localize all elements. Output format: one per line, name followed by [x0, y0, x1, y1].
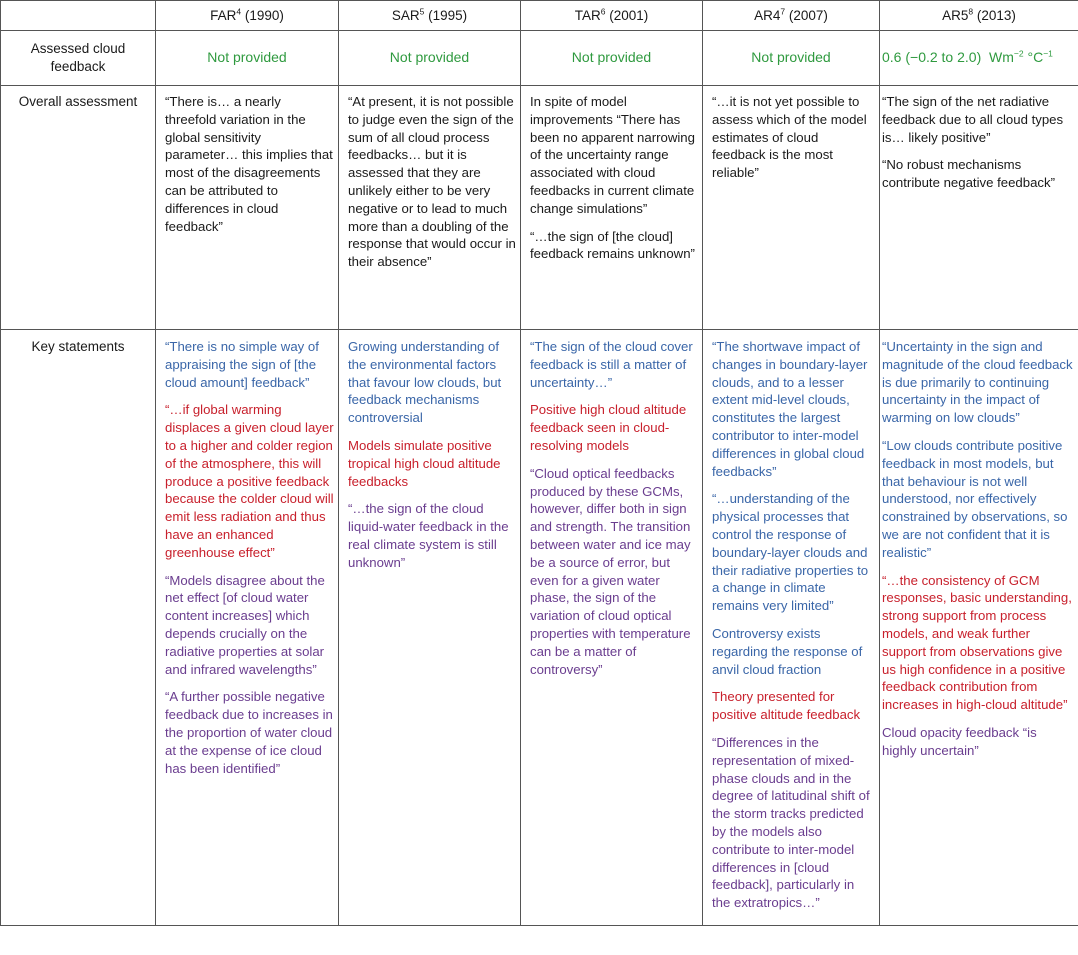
key-statement: Positive high cloud altitude feedback seen in cloud-resolving models: [530, 402, 687, 453]
row-label-overall: Overall assessment: [1, 86, 156, 330]
key-statements-row: [1, 330, 1078, 926]
feedback-cell-sar: Not provided: [339, 31, 521, 86]
feedback-unit-exp2: −1: [1043, 48, 1053, 59]
col-name: TAR: [574, 7, 601, 23]
key-cell-ar5: [880, 330, 1078, 926]
col-ref: 6: [600, 6, 606, 17]
col-ref: 4: [236, 6, 242, 17]
key-statement: “Low clouds contribute positive feedback in most models, but that behaviour is not well understood, nor effectively constrained by observations, so we are not confident that it is realistic”: [882, 437, 1068, 560]
col-year: (2007): [788, 7, 828, 23]
feedback-cell-far: Not provided: [156, 31, 339, 86]
assessed-feedback-row: [1, 31, 1078, 86]
overall-cell-far: [156, 86, 339, 330]
key-statement: “A further possible negative feedback due to increases in the proportion of water cloud at the expense of ice cloud has been identified”: [165, 689, 333, 776]
corner-cell: [1, 1, 156, 31]
key-statement: Theory presented for positive altitude feedback: [712, 689, 861, 723]
key-cell-ar4: [703, 330, 880, 926]
overall-text: “…it is not yet possible to assess which of the model estimates of cloud feedback is the most reliable”: [712, 94, 867, 181]
col-name: AR4: [754, 7, 781, 23]
key-statement: “Uncertainty in the sign and magnitude of the cloud feedback is due primarily to continuing uncertainty in the impact of warming on low clouds”: [882, 339, 1073, 426]
col-header-tar: [521, 1, 703, 31]
feedback-cell-ar5: [880, 31, 1078, 86]
key-cell-far: [156, 330, 339, 926]
key-statement: “…understanding of the physical processes that control the response of boundary-layer clouds and their radiative properties to a change in climate remains very limited”: [712, 491, 869, 614]
key-statement: “…the consistency of GCM responses, basic understanding, strong support from process models, and weak further support from observations give us high confidence in a positive feedback contribution from increases in high-cloud altitude”: [882, 572, 1072, 713]
key-statement: “…the sign of the cloud liquid-water feedback in the real climate system is still unknown”: [348, 501, 509, 570]
col-ref: 7: [780, 6, 786, 17]
overall-text: “No robust mechanisms contribute negative feedback”: [882, 157, 1056, 191]
overall-text: “…the sign of [the cloud] feedback remains unknown”: [530, 228, 695, 262]
key-statement: “The shortwave impact of changes in boundary-layer clouds, and to a lesser extent mid-level clouds, constitutes the largest contributor to inter-model differences in global cloud feedbacks”: [712, 339, 868, 479]
key-statement: Growing understanding of the environmental factors that favour low clouds, but feedback mechanisms controversial: [348, 339, 502, 426]
overall-cell-sar: [339, 86, 521, 330]
key-statement: “The sign of the cloud cover feedback is still a matter of uncertainty…”: [530, 339, 693, 390]
key-statement: “Cloud optical feedbacks produced by these GCMs, however, differ both in sign and strength. The transition between water and ice may be a source of error, but even for a given water phase, the sign of the variation of cloud optical properties with temperature can be a matter of controversy”: [530, 465, 691, 677]
overall-cell-ar5: [880, 86, 1078, 330]
col-name: FAR: [210, 7, 237, 23]
key-statement: Cloud opacity feedback “is highly uncertain”: [882, 724, 1037, 758]
row-label-assessed: Assessed cloud feedback: [1, 31, 156, 86]
col-name: SAR: [391, 7, 420, 23]
overall-cell-tar: [521, 86, 703, 330]
col-header-ar4: [703, 1, 880, 31]
feedback-unit: Wm: [989, 49, 1014, 66]
feedback-value: 0.6 (−0.2 to 2.0): [882, 49, 982, 66]
col-header-ar5: [880, 1, 1078, 31]
key-statement: “Models disagree about the net effect [of cloud water content increases] which depends crucially on the radiative properties at solar and infrared wavelengths”: [165, 572, 325, 677]
key-statement: Models simulate positive tropical high cloud altitude feedbacks: [348, 437, 501, 489]
col-year: (2013): [976, 7, 1016, 23]
row-label-key: Key statements: [1, 330, 156, 926]
col-header-far: [156, 1, 339, 31]
key-statement: “Differences in the representation of mixed-phase clouds and in the degree of latitudinal shift of the storm tracks predicted by the models also contribute to inter-model differences in [cloud feedback], particularly in the extratropics…”: [712, 734, 870, 911]
col-ref: 5: [419, 6, 425, 17]
overall-text: “At present, it is not possible to judge even the sign of the sum of all cloud process feedbacks… but it is assessed that they are unlikely either to be very negative or to lead to much more than a doubling of the response that would occur in their absence”: [348, 94, 516, 270]
col-header-sar: [339, 1, 521, 31]
col-ref: 8: [968, 6, 974, 17]
overall-cell-ar4: [703, 86, 880, 330]
header-row: [1, 1, 1078, 31]
overall-text: “The sign of the net radiative feedback due to all cloud types is… likely positive”: [882, 94, 1064, 145]
overall-text: In spite of model improvements “There has been no apparent narrowing of the uncertainty range associated with cloud feedbacks in current climate change simulations”: [530, 94, 695, 216]
col-year: (2001): [609, 7, 649, 23]
feedback-cell-ar4: Not provided: [703, 31, 880, 86]
key-statement: “There is no simple way of appraising the sign of [the cloud amount] feedback”: [165, 339, 319, 390]
col-name: AR5: [942, 7, 969, 23]
feedback-unit-exp1: −2: [1013, 48, 1024, 59]
overall-assessment-row: [1, 86, 1078, 330]
feedback-unit-deg: °C: [1023, 49, 1044, 66]
col-year: (1995): [428, 7, 468, 23]
key-statement: “…if global warming displaces a given cloud layer to a higher and colder region of the atmosphere, this will produce a positive feedback because the colder cloud will emit less radiation and thus have an enhanced greenhouse effect”: [165, 402, 334, 560]
key-cell-tar: [521, 330, 703, 926]
key-cell-sar: [339, 330, 521, 926]
feedback-cell-tar: Not provided: [521, 31, 703, 86]
col-year: (1990): [244, 7, 284, 23]
key-statement: Controversy exists regarding the response of anvil cloud fraction: [712, 625, 863, 677]
overall-text: “There is… a nearly threefold variation in the global sensitivity parameter… this implies that most of the disagreements can be attributed to differences in cloud feedback”: [165, 94, 333, 234]
